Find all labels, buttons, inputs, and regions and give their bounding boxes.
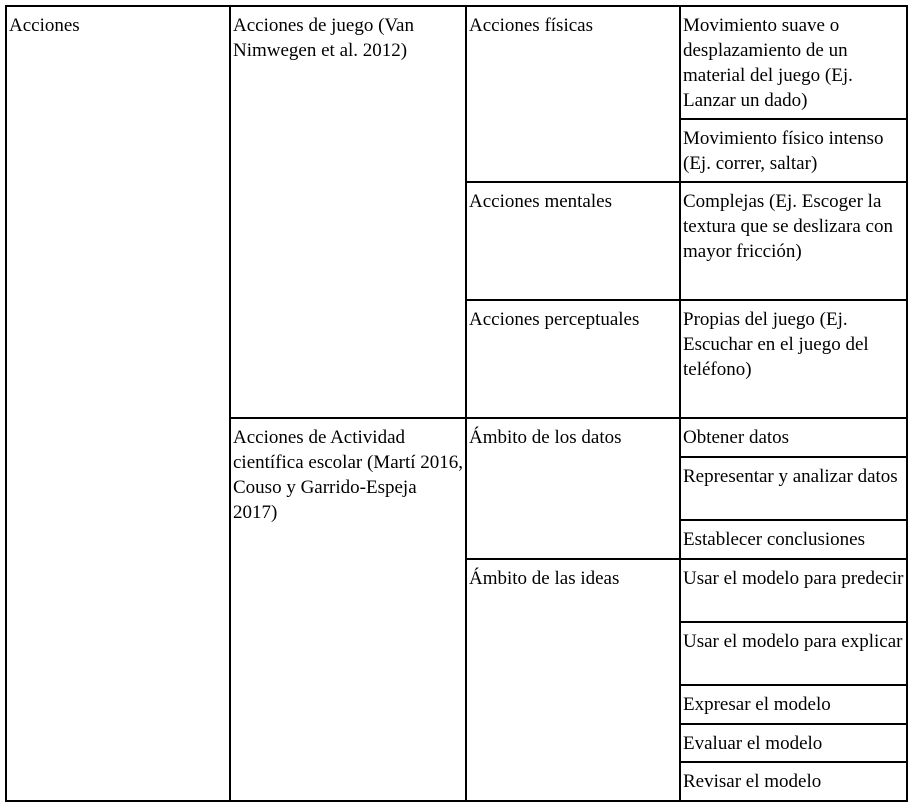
- data-scope-item: Establecer conclusiones: [680, 520, 907, 559]
- perceptual-action-item: Propias del juego (Ej. Escuchar en el juego del teléfono): [680, 300, 907, 418]
- data-scope-item: Obtener datos: [680, 418, 907, 457]
- physical-actions-cell: Acciones físicas: [466, 6, 680, 182]
- science-actions-cell: Acciones de Actividad científica escolar (Martí 2016, Couso y Garrido-Espeja 2017): [230, 418, 466, 801]
- physical-action-item: Movimiento físico intenso (Ej. correr, saltar): [680, 119, 907, 182]
- data-scope-item: Representar y analizar datos: [680, 457, 907, 520]
- ideas-scope-item: Evaluar el modelo: [680, 724, 907, 762]
- acciones-cell: Acciones: [6, 6, 230, 801]
- perceptual-actions-cell: Acciones perceptuales: [466, 300, 680, 418]
- physical-action-item: Movimiento suave o desplazamiento de un material del juego (Ej. Lanzar un dado): [680, 6, 907, 119]
- game-actions-cell: Acciones de juego (Van Nimwegen et al. 2012): [230, 6, 466, 418]
- data-scope-cell: Ámbito de los datos: [466, 418, 680, 559]
- ideas-scope-item: Usar el modelo para predecir: [680, 559, 907, 622]
- mental-action-item: Complejas (Ej. Escoger la textura que se deslizara con mayor fricción): [680, 182, 907, 300]
- ideas-scope-item: Revisar el modelo: [680, 762, 907, 801]
- mental-actions-cell: Acciones mentales: [466, 182, 680, 300]
- actions-table: [5, 5, 908, 802]
- ideas-scope-cell: Ámbito de las ideas: [466, 559, 680, 801]
- ideas-scope-item: Expresar el modelo: [680, 685, 907, 724]
- ideas-scope-item: Usar el modelo para explicar: [680, 622, 907, 685]
